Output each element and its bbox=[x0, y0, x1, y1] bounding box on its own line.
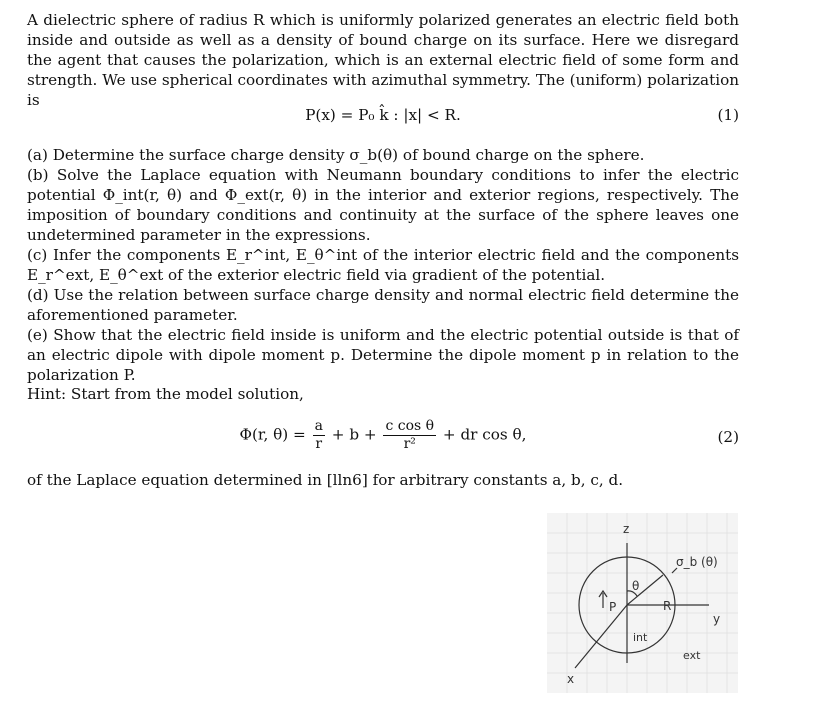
part-c: (c) Infer the components E_r^int, E_θ^int of the interior electric field and the components E_r^ext, E_θ^ext of the exterior electric field via gradient of the potential. bbox=[27, 246, 739, 284]
part-d: (d) Use the relation between surface charge density and normal electric field determine the aforementioned parameter. bbox=[27, 286, 739, 324]
hint-text: Hint: Start from the model solution, bbox=[27, 385, 304, 403]
graph-paper-grid bbox=[547, 513, 738, 693]
eq2-frac1-num: a bbox=[314, 418, 323, 434]
x-axis bbox=[575, 605, 627, 668]
sphere-diagram-svg bbox=[547, 513, 738, 693]
eq2-fraction-1 bbox=[313, 418, 325, 453]
eq2-tail: + dr cos θ, bbox=[442, 425, 527, 444]
part-e: (e) Show that the electric field inside is uniform and the electric potential outside is that of an electric dipole with dipole moment p. Determine the dipole moment p in relation to the polarization P. bbox=[27, 326, 739, 384]
part-a: (a) Determine the surface charge density σ_b(θ) of bound charge on the sphere. bbox=[27, 146, 645, 164]
equation-1-number: (1) bbox=[717, 106, 739, 124]
equation-1-formula: P(x) = P₀ k̂ : |x| < R. bbox=[305, 106, 461, 124]
eq2-frac1-den: r bbox=[315, 436, 323, 452]
equation-1 bbox=[27, 106, 739, 146]
eq2-lhs: Φ(r, θ) = bbox=[239, 425, 306, 444]
closing-text: of the Laplace equation determined in [lln6] for arbitrary constants a, b, c, d. bbox=[27, 471, 624, 489]
exterior-label: ext bbox=[683, 649, 701, 662]
part-b: (b) Solve the Laplace equation with Neumann boundary conditions to infer the electric potential Φ_int(r, θ) and Φ_ext(r, θ) in the interior and exterior regions, respectively. The imposition of boundary conditions and continuity at the surface of the sphere leaves one undetermined parameter in the expressions. bbox=[27, 166, 739, 244]
theta-label: θ bbox=[632, 579, 640, 593]
eq2-frac2-num: c cos θ bbox=[385, 418, 435, 434]
equation-2 bbox=[27, 418, 739, 458]
equation-2-number: (2) bbox=[717, 428, 739, 446]
sphere-diagram bbox=[547, 513, 738, 693]
eq2-frac2-den: r² bbox=[403, 436, 416, 452]
eq2-fraction-2 bbox=[383, 418, 436, 453]
intro-paragraph: A dielectric sphere of radius R which is uniformly polarized generates an electric field both inside and outside as well as a density of bound charge on its surface. Here we disregard the agent that causes the polarization, which is an external electric field of some form and strength. We use spherical coordinates with azimuthal symmetry. The (uniform) polarization is bbox=[27, 11, 739, 109]
eq2-mid: + b + bbox=[331, 425, 377, 444]
interior-label: int bbox=[633, 631, 648, 644]
sigma-label: σ_b (θ) bbox=[676, 555, 718, 569]
y-axis-label: y bbox=[713, 612, 721, 626]
equation-2-formula bbox=[27, 418, 739, 453]
radius-label: R bbox=[663, 599, 672, 613]
p-label: P bbox=[609, 600, 617, 614]
x-axis-label: x bbox=[567, 672, 575, 686]
z-axis-label: z bbox=[623, 522, 630, 536]
